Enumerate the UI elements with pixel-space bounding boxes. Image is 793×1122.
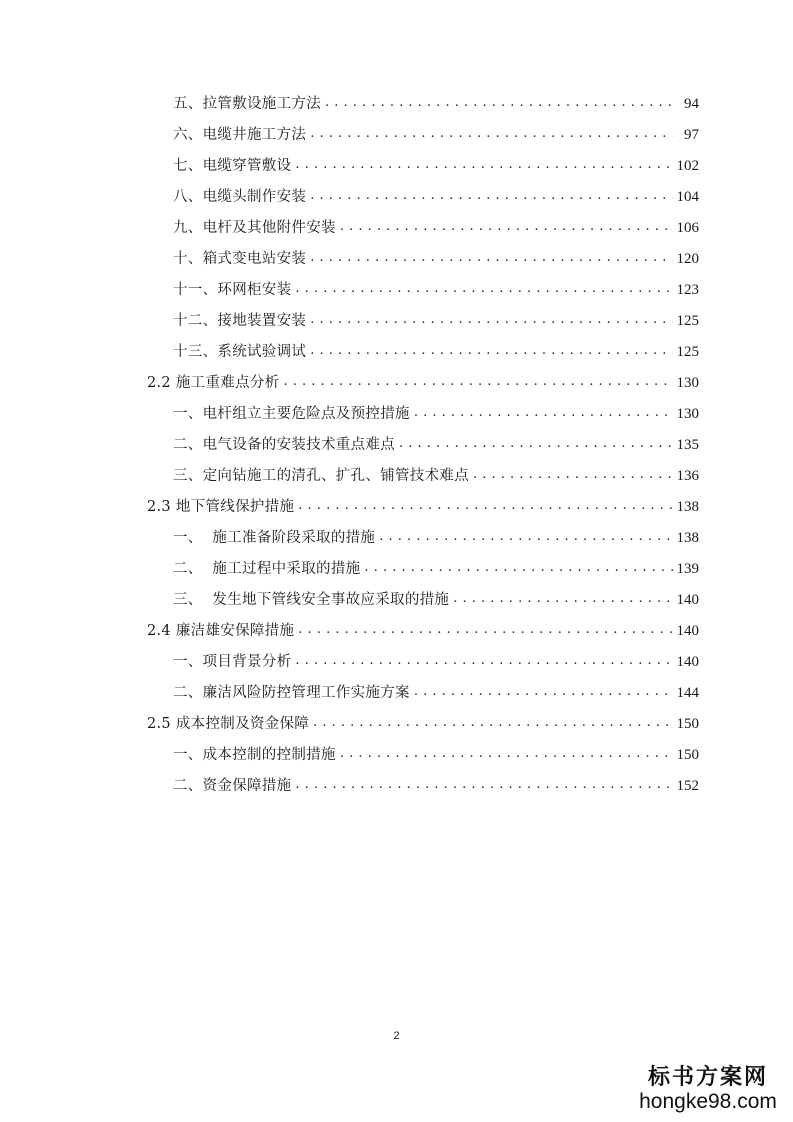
- toc-entry[interactable]: [173, 121, 699, 145]
- toc-leader-dots: [310, 342, 672, 360]
- toc-leader-dots: [295, 776, 672, 794]
- toc-entry-page: 130: [676, 375, 699, 391]
- watermark-cn-text: 标书方案网: [647, 1064, 768, 1090]
- toc-entry-title: 十二、接地装置安装: [173, 313, 307, 329]
- toc-entry-title: 2.5 成本控制及资金保障: [147, 716, 310, 732]
- toc-entry[interactable]: [173, 431, 699, 455]
- toc-entry-page: 152: [676, 778, 699, 794]
- toc-entry-page: 130: [676, 406, 699, 422]
- toc-entry-page: 140: [676, 623, 699, 639]
- toc-leader-dots: [310, 249, 672, 267]
- toc-entry-title: 五、拉管敷设施工方法: [173, 96, 321, 112]
- toc-entry-page: 125: [676, 344, 699, 360]
- toc-entry[interactable]: [173, 400, 699, 424]
- toc-entry[interactable]: [173, 245, 699, 269]
- toc-section-entry[interactable]: [147, 493, 699, 517]
- toc-entry-title: 十一、环网柜安装: [173, 282, 292, 298]
- toc-entry-page: 150: [676, 747, 699, 763]
- toc-entry[interactable]: [173, 555, 699, 579]
- toc-entry-page: 140: [676, 654, 699, 670]
- toc-entry-title: 九、电杆及其他附件安装: [173, 220, 336, 236]
- toc-leader-dots: [453, 590, 672, 608]
- toc-entry-page: 135: [676, 437, 699, 453]
- toc-entry[interactable]: [173, 741, 699, 765]
- toc-entry-page: 104: [676, 189, 699, 205]
- toc-leader-dots: [313, 714, 672, 732]
- toc-entry[interactable]: [173, 648, 699, 672]
- toc-entry-page: 139: [676, 561, 699, 577]
- toc-entry-title: 2.2 施工重难点分析: [147, 375, 280, 391]
- toc-leader-dots: [325, 94, 673, 112]
- toc-leader-dots: [399, 435, 673, 453]
- toc-entry-page: 102: [676, 158, 699, 174]
- toc-section-entry[interactable]: [147, 369, 699, 393]
- toc-entry-page: 94: [684, 96, 699, 112]
- toc-entry-page: 150: [676, 716, 699, 732]
- toc-entry-page: 140: [676, 592, 699, 608]
- toc-leader-dots: [310, 125, 673, 143]
- toc-leader-dots: [295, 156, 672, 174]
- toc-leader-dots: [298, 621, 672, 639]
- toc-entry-page: 144: [676, 685, 699, 701]
- toc-entry-title: 二、 施工过程中采取的措施: [173, 561, 361, 577]
- toc-entry-page: 138: [676, 499, 699, 515]
- toc-entry[interactable]: [173, 90, 699, 114]
- toc-leader-dots: [310, 187, 672, 205]
- toc-entry[interactable]: [173, 679, 699, 703]
- toc-entry[interactable]: [173, 214, 699, 238]
- toc-leader-dots: [414, 683, 673, 701]
- toc-entry-title: 一、 施工准备阶段采取的措施: [173, 530, 376, 546]
- toc-entry-title: 二、资金保障措施: [173, 778, 292, 794]
- toc-leader-dots: [473, 466, 673, 484]
- toc-entry-title: 十三、系统试验调试: [173, 344, 307, 360]
- toc-entry-title: 一、电杆组立主要危险点及预控措施: [173, 406, 410, 422]
- toc-entry-page: 106: [676, 220, 699, 236]
- page-number: 2: [393, 1030, 400, 1042]
- toc-leader-dots: [414, 404, 673, 422]
- toc-entry[interactable]: [173, 152, 699, 176]
- toc-leader-dots: [295, 280, 672, 298]
- toc-entry-title: 三、 发生地下管线安全事故应采取的措施: [173, 592, 450, 608]
- toc-entry-title: 三、定向钻施工的清孔、扩孔、铺管技术难点: [173, 468, 469, 484]
- toc-entry-title: 一、成本控制的控制措施: [173, 747, 336, 763]
- toc-entry-page: 138: [676, 530, 699, 546]
- toc-entry-title: 八、电缆头制作安装: [173, 189, 307, 205]
- toc-leader-dots: [295, 652, 672, 670]
- toc-entry-page: 136: [676, 468, 699, 484]
- toc-entry-title: 2.3 地下管线保护措施: [147, 499, 295, 515]
- toc-entry-page: 123: [676, 282, 699, 298]
- toc-leader-dots: [379, 528, 672, 546]
- toc-entry-title: 六、电缆井施工方法: [173, 127, 307, 143]
- toc-entry-page: 97: [684, 127, 699, 143]
- watermark-logo: [633, 1064, 783, 1114]
- toc-entry[interactable]: [173, 307, 699, 331]
- watermark-url-text: hongke98.com: [639, 1090, 777, 1113]
- toc-entry-title: 二、廉洁风险防控管理工作实施方案: [173, 685, 410, 701]
- toc-entry-page: 125: [676, 313, 699, 329]
- toc-leader-dots: [340, 745, 673, 763]
- toc-entry[interactable]: [173, 772, 699, 796]
- toc-entry-page: 120: [676, 251, 699, 267]
- toc-entry[interactable]: [173, 183, 699, 207]
- toc-leader-dots: [298, 497, 672, 515]
- toc-leader-dots: [364, 559, 672, 577]
- toc-leader-dots: [283, 373, 672, 391]
- toc-entry-title: 十、箱式变电站安装: [173, 251, 307, 267]
- toc-entry-title: 2.4 廉洁雄安保障措施: [147, 623, 295, 639]
- toc-leader-dots: [310, 311, 672, 329]
- toc-entry[interactable]: [173, 276, 699, 300]
- toc-entry[interactable]: [173, 462, 699, 486]
- toc-section-entry[interactable]: [147, 710, 699, 734]
- toc-entry-title: 一、项目背景分析: [173, 654, 292, 670]
- toc-entry[interactable]: [173, 338, 699, 362]
- toc-entry[interactable]: [173, 524, 699, 548]
- toc-entry-title: 二、电气设备的安装技术重点难点: [173, 437, 395, 453]
- toc-section-entry[interactable]: [147, 617, 699, 641]
- toc-entry-title: 七、电缆穿管敷设: [173, 158, 292, 174]
- toc-entry[interactable]: [173, 586, 699, 610]
- toc-leader-dots: [340, 218, 673, 236]
